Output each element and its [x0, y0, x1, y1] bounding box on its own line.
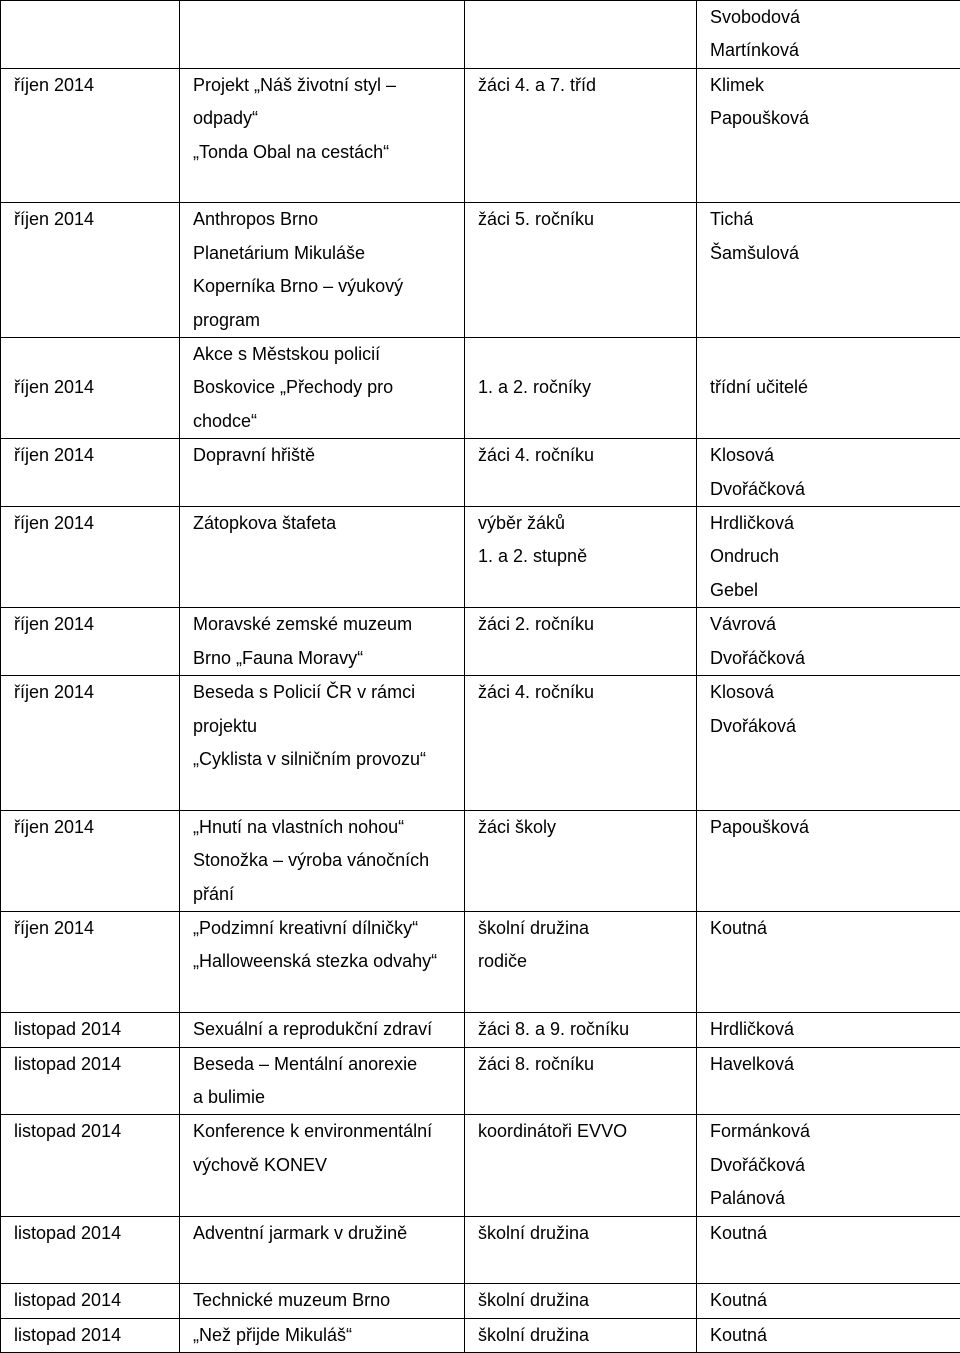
teacher-name: Dvořáčková — [710, 1154, 806, 1175]
teachers-cell — [697, 507, 960, 608]
event-text: Konference k environmentální — [193, 1121, 433, 1142]
date-cell — [1, 676, 180, 811]
teachers-cell — [697, 1115, 960, 1216]
date-cell — [1, 1284, 180, 1318]
target-cell — [465, 810, 697, 911]
date-cell — [1, 1115, 180, 1216]
table-row — [1, 1216, 960, 1284]
teacher-name: Havelková — [710, 1053, 795, 1074]
date-cell — [1, 1013, 180, 1047]
date-cell — [1, 1, 180, 69]
table-row — [1, 676, 960, 811]
event-cell — [180, 507, 465, 608]
target-text: výběr žáků — [478, 513, 566, 534]
table-row — [1, 1, 960, 69]
date-text: listopad 2014 — [14, 1121, 122, 1142]
teachers-cell — [697, 676, 960, 811]
target-cell — [465, 911, 697, 1012]
target-text: žáci 8. ročníku — [478, 1053, 595, 1074]
event-cell — [180, 439, 465, 507]
target-cell — [465, 507, 697, 608]
event-text: odpady“ — [193, 108, 259, 129]
target-cell — [465, 1284, 697, 1318]
teacher-name: Vávrová — [710, 614, 777, 635]
date-text: listopad 2014 — [14, 1222, 122, 1243]
event-cell — [180, 1047, 465, 1115]
table-row — [1, 810, 960, 911]
event-text: projektu — [193, 715, 258, 736]
table-row — [1, 1047, 960, 1115]
teacher-name: Papoušková — [710, 108, 810, 129]
teacher-name: Dvořáková — [710, 715, 797, 736]
date-text: říjen 2014 — [14, 209, 95, 230]
event-text: „Podzimní kreativní dílničky“ — [193, 917, 419, 938]
teacher-name: Svobodová — [710, 7, 801, 27]
event-cell — [180, 338, 465, 439]
event-cell — [180, 1284, 465, 1318]
event-text: Anthropos Brno — [193, 209, 319, 230]
teachers-cell — [697, 1047, 960, 1115]
teachers-cell — [697, 338, 960, 439]
date-cell — [1, 203, 180, 338]
event-text: Projekt „Náš životní styl – — [193, 74, 397, 95]
event-text: Beseda – Mentální anorexie — [193, 1053, 418, 1074]
table-row — [1, 911, 960, 1012]
event-text: a bulimie — [193, 1086, 266, 1107]
table-row — [1, 203, 960, 338]
date-text: listopad 2014 — [14, 1053, 122, 1074]
target-cell — [465, 676, 697, 811]
teachers-cell — [697, 439, 960, 507]
target-text: žáci 4. ročníku — [478, 445, 595, 466]
event-cell — [180, 1115, 465, 1216]
table-row — [1, 1284, 960, 1318]
date-text: říjen 2014 — [14, 513, 95, 534]
date-cell — [1, 338, 180, 439]
event-cell — [180, 1013, 465, 1047]
table-row — [1, 439, 960, 507]
teacher-name: Dvořáčková — [710, 647, 806, 668]
event-cell — [180, 1318, 465, 1352]
table-row — [1, 68, 960, 203]
date-cell — [1, 810, 180, 911]
teachers-cell — [697, 1318, 960, 1352]
teachers-cell — [697, 608, 960, 676]
event-text: Sexuální a reprodukční zdraví — [193, 1019, 433, 1040]
teacher-name: Koutná — [710, 1324, 768, 1345]
date-text: listopad 2014 — [14, 1290, 122, 1311]
event-text: „Tonda Obal na cestách“ — [193, 141, 390, 162]
event-cell — [180, 810, 465, 911]
date-cell — [1, 1047, 180, 1115]
teacher-name: Papoušková — [710, 816, 810, 837]
teachers-cell — [697, 1284, 960, 1318]
event-cell — [180, 203, 465, 338]
target-text: žáci 4. a 7. tříd — [478, 74, 597, 95]
target-cell — [465, 203, 697, 338]
event-cell — [180, 1, 465, 69]
date-text: říjen 2014 — [14, 377, 95, 398]
date-cell — [1, 608, 180, 676]
table-row — [1, 1115, 960, 1216]
date-cell — [1, 1318, 180, 1352]
event-text: Adventní jarmark v družině — [193, 1222, 408, 1243]
date-cell — [1, 439, 180, 507]
teachers-cell — [697, 1, 960, 69]
target-text: 1. a 2. stupně — [478, 546, 588, 567]
event-text: „Halloweenská stezka odvahy“ — [193, 951, 438, 972]
target-text: rodiče — [478, 951, 528, 972]
event-text: přání — [193, 883, 235, 904]
table-row — [1, 1318, 960, 1352]
teacher-name: Dvořáčková — [710, 478, 806, 499]
target-text: žáci 8. a 9. ročníku — [478, 1019, 630, 1040]
event-cell — [180, 676, 465, 811]
event-text: „Než přijde Mikuláš“ — [193, 1324, 353, 1345]
event-text: Stonožka – výroba vánočních — [193, 850, 430, 871]
event-text: Planetárium Mikuláše — [193, 242, 366, 263]
date-cell — [1, 68, 180, 203]
date-text: listopad 2014 — [14, 1019, 122, 1040]
target-cell — [465, 68, 697, 203]
target-text: školní družina — [478, 1324, 590, 1345]
event-text: Dopravní hřiště — [193, 445, 316, 466]
teacher-name: Koutná — [710, 1290, 768, 1311]
target-text: žáci 5. ročníku — [478, 209, 595, 230]
target-text: žáci 4. ročníku — [478, 682, 595, 703]
target-cell — [465, 1115, 697, 1216]
target-cell — [465, 439, 697, 507]
target-cell — [465, 1047, 697, 1115]
target-text: žáci 2. ročníku — [478, 614, 595, 635]
date-text: říjen 2014 — [14, 445, 95, 466]
date-text: říjen 2014 — [14, 74, 95, 95]
date-text: říjen 2014 — [14, 816, 95, 837]
target-text: školní družina — [478, 1290, 590, 1311]
event-text: Technické muzeum Brno — [193, 1290, 391, 1311]
target-cell — [465, 1013, 697, 1047]
teacher-name: Klosová — [710, 682, 775, 703]
teacher-name: Formánková — [710, 1121, 811, 1142]
teachers-cell — [697, 911, 960, 1012]
teachers-cell — [697, 68, 960, 203]
event-text: Boskovice „Přechody pro — [193, 377, 394, 398]
target-cell — [465, 1216, 697, 1284]
teachers-cell — [697, 810, 960, 911]
event-text: „Hnutí na vlastních nohou“ — [193, 816, 405, 837]
teacher-name: Palánová — [710, 1188, 786, 1209]
target-cell — [465, 608, 697, 676]
target-text: koordinátoři EVVO — [478, 1121, 628, 1142]
date-cell — [1, 1216, 180, 1284]
event-text: výchově KONEV — [193, 1154, 328, 1175]
table-row — [1, 507, 960, 608]
event-cell — [180, 1216, 465, 1284]
teacher-name: Klosová — [710, 445, 775, 466]
event-text: Akce s Městskou policií — [193, 344, 381, 365]
event-text: Brno „Fauna Moravy“ — [193, 647, 364, 668]
event-text: Moravské zemské muzeum — [193, 614, 413, 635]
target-text: školní družina — [478, 1222, 590, 1243]
teachers-cell — [697, 203, 960, 338]
target-cell — [465, 1318, 697, 1352]
event-cell — [180, 68, 465, 203]
teacher-name: Koutná — [710, 917, 768, 938]
target-cell — [465, 338, 697, 439]
date-text: říjen 2014 — [14, 917, 95, 938]
target-text: školní družina — [478, 917, 590, 938]
table-row — [1, 608, 960, 676]
teacher-name: Martínková — [710, 40, 800, 61]
target-text: 1. a 2. ročníky — [478, 377, 592, 398]
event-cell — [180, 608, 465, 676]
teacher-name: Tichá — [710, 209, 754, 230]
teachers-cell — [697, 1013, 960, 1047]
event-text: Koperníka Brno – výukový — [193, 276, 404, 297]
date-text: listopad 2014 — [14, 1324, 122, 1345]
table-row — [1, 1013, 960, 1047]
teacher-name: Šamšulová — [710, 242, 800, 263]
event-text: program — [193, 309, 261, 330]
target-cell — [465, 1, 697, 69]
event-text: Zátopkova štafeta — [193, 513, 337, 534]
event-cell — [180, 911, 465, 1012]
teacher-name: třídní učitelé — [710, 377, 809, 398]
date-cell — [1, 911, 180, 1012]
teacher-name: Ondruch — [710, 546, 780, 567]
event-text: „Cyklista v silničním provozu“ — [193, 748, 427, 769]
teacher-name: Klimek — [710, 74, 765, 95]
teachers-cell — [697, 1216, 960, 1284]
table-row — [1, 338, 960, 439]
date-text: říjen 2014 — [14, 682, 95, 703]
event-text: chodce“ — [193, 410, 258, 431]
teacher-name: Gebel — [710, 579, 759, 600]
target-text: žáci školy — [478, 816, 557, 837]
event-text: Beseda s Policií ČR v rámci — [193, 682, 416, 703]
date-cell — [1, 507, 180, 608]
teacher-name: Koutná — [710, 1222, 768, 1243]
date-text: říjen 2014 — [14, 614, 95, 635]
teacher-name: Hrdličková — [710, 513, 795, 534]
teacher-name: Hrdličková — [710, 1019, 795, 1040]
